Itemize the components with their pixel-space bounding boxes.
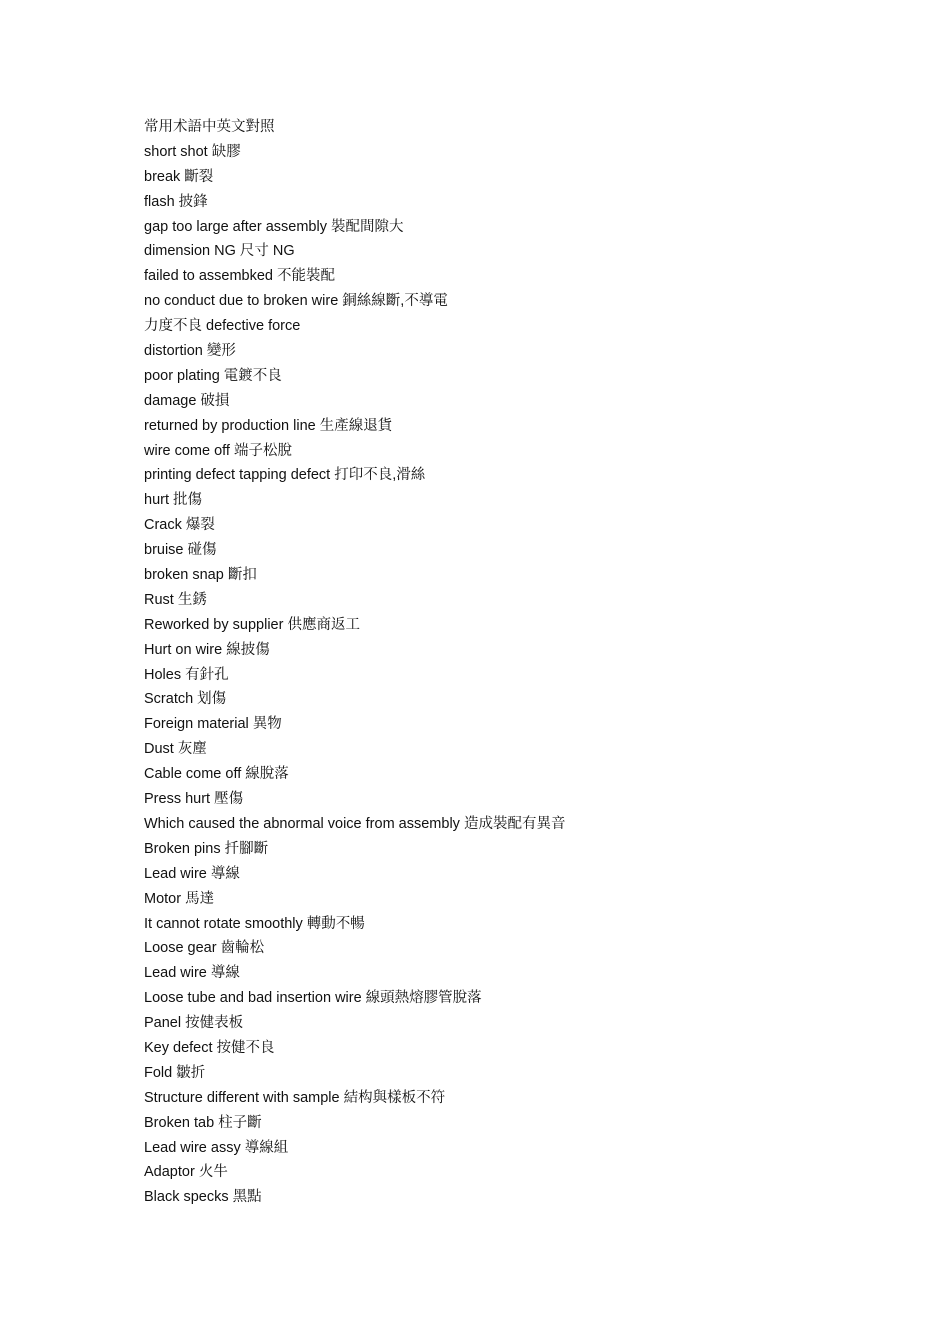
glossary-entry: hurt 批傷 bbox=[144, 492, 203, 509]
glossary-entry: Scratch 划傷 bbox=[144, 691, 227, 708]
glossary-entry: Reworked by supplier 供應商返工 bbox=[144, 616, 360, 633]
glossary-entry: dimension NG 尺寸 NG bbox=[144, 243, 295, 260]
glossary-entry: Press hurt 壓傷 bbox=[144, 791, 244, 808]
glossary-entry: It cannot rotate smoothly 轉動不暢 bbox=[144, 915, 365, 932]
glossary-entry: no conduct due to broken wire 銅絲線斷,不導電 bbox=[144, 293, 448, 310]
glossary-entry: Broken tab 柱子斷 bbox=[144, 1114, 262, 1131]
glossary-entry: Lead wire assy 導線組 bbox=[144, 1139, 289, 1156]
glossary-entry: Motor 馬達 bbox=[144, 890, 215, 907]
glossary-entry: Dust 灰塵 bbox=[144, 741, 207, 758]
glossary-entry: failed to assembked 不能裝配 bbox=[144, 268, 335, 285]
glossary-entry: Crack 爆裂 bbox=[144, 517, 215, 534]
glossary-entry: Loose tube and bad insertion wire 線頭熱熔膠管脫落 bbox=[144, 990, 482, 1007]
glossary-list bbox=[144, 115, 904, 1210]
glossary-entry: Adaptor 火牛 bbox=[144, 1164, 228, 1181]
glossary-entry: gap too large after assembly 裝配間隙大 bbox=[144, 218, 404, 235]
glossary-entry: Fold 皺折 bbox=[144, 1064, 206, 1081]
glossary-entry: broken snap 斷扣 bbox=[144, 567, 257, 584]
glossary-entry: flash 披鋒 bbox=[144, 193, 208, 210]
glossary-entry: poor plating 電鍍不良 bbox=[144, 367, 282, 384]
glossary-entry: Foreign material 異物 bbox=[144, 716, 282, 733]
glossary-entry: short shot 缺膠 bbox=[144, 143, 241, 160]
glossary-entry: Cable come off 線脫落 bbox=[144, 766, 289, 783]
glossary-entry: Broken pins 扦腳斷 bbox=[144, 840, 269, 857]
glossary-entry: Black specks 黑點 bbox=[144, 1189, 262, 1206]
glossary-entry: bruise 碰傷 bbox=[144, 542, 217, 559]
glossary-entry: Holes 有針孔 bbox=[144, 666, 229, 683]
glossary-entry: Which caused the abnormal voice from assembly 造成裝配有異音 bbox=[144, 815, 566, 832]
glossary-entry: Panel 按健表板 bbox=[144, 1015, 244, 1032]
glossary-entry: printing defect tapping defect 打印不良,滑絲 bbox=[144, 467, 426, 484]
glossary-entry: 力度不良 defective force bbox=[144, 318, 301, 335]
glossary-entry: returned by production line 生產線退貨 bbox=[144, 417, 393, 434]
glossary-entry: wire come off 端子松脫 bbox=[144, 442, 292, 459]
glossary-entry: break 斷裂 bbox=[144, 168, 214, 185]
glossary-entry: Loose gear 齒輪松 bbox=[144, 940, 265, 957]
glossary-entry: Rust 生銹 bbox=[144, 591, 207, 608]
glossary-entry: Structure different with sample 結构與樣板不符 bbox=[144, 1089, 446, 1106]
glossary-title: 常用术語中英文對照 bbox=[144, 119, 275, 135]
glossary-entry: Hurt on wire 線披傷 bbox=[144, 641, 270, 658]
glossary-entry: Lead wire 導線 bbox=[144, 965, 240, 982]
glossary-entry: damage 破損 bbox=[144, 392, 230, 409]
glossary-entry: distortion 變形 bbox=[144, 343, 236, 360]
glossary-entry: Key defect 按健不良 bbox=[144, 1039, 275, 1056]
glossary-entry: Lead wire 導線 bbox=[144, 865, 240, 882]
